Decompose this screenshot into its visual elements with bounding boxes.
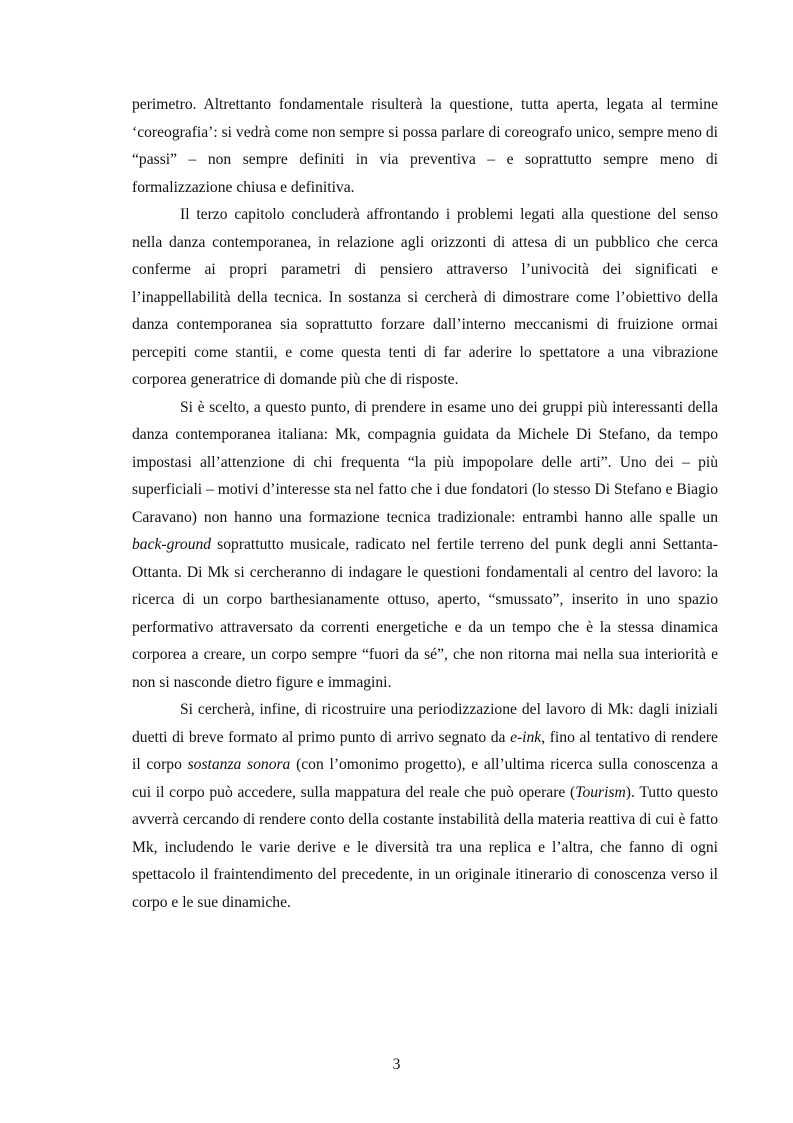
paragraph-text: Si è scelto, a questo punto, di prendere in esame uno dei gruppi più interessanti della danza contemporanea italiana: Mk, compagnia guidata da Michele Di Stefano, da tempo impostasi all’attenzione di chi frequenta “la più impopolare delle arti”. Uno dei – più superficiali – motivi d’interesse sta nel fatto che i due fondatori (lo stesso Di Stefano e Biagio Caravano) non hanno una formazione tecnica tradizionale: entrambi hanno alle spalle un xyxy=(132,398,718,526)
paragraph xyxy=(132,91,718,201)
paragraph-text: Il terzo capitolo concluderà affrontando i problemi legati alla questione del senso nella danza contemporanea, in relazione agli orizzonti di attesa di un pubblico che cerca conferme ai propri parametri di pensiero attraverso l’univocità dei significati e l’inappellabilità della tecnica. In sostanza si cercherà di dimostrare come l’obiettivo della danza contemporanea sia soprattutto forzare dall’interno meccanismi di fruizione ormai percepiti come stantii, e come questa tenti di far aderire lo spettatore a una vibrazione corporea generatrice di domande più che di risposte. xyxy=(132,206,718,388)
paragraph-text: ). Tutto questo avverrà cercando di rendere conto della costante instabilità della materia reattiva di cui è fatto Mk, includendo le varie derive e le diversità tra una replica e l’altra, che fanno di ogni spettacolo il fraintendimento del precedente, in un originale itinerario di conoscenza verso il corpo e le sue dinamiche. xyxy=(132,783,718,911)
italic-term: e-ink xyxy=(510,728,542,746)
paragraph xyxy=(132,696,718,916)
paragraph xyxy=(132,394,718,697)
paragraph-text: , fino al tentativo di rendere il corpo xyxy=(132,728,718,773)
document-body xyxy=(132,91,718,916)
italic-term: back-ground xyxy=(132,536,212,553)
paragraph-text: soprattutto musicale, radicato nel fertile terreno del punk degli anni Settanta-Ottanta. Di Mk si cercheranno di indagare le questioni fondamentali al centro del lavoro: la ricerca di un corpo barthesianamente ottuso, aperto, “smussato”, inserito in uno spazio performativo attraversato da correnti energetiche e da un tempo che è la stessa dinamica corporea a creare, un corpo sempre “fuori da sé”, che non ritorna mai nella sua interiorità e non si nasconde dietro figure e immagini. xyxy=(132,536,718,691)
paragraph-text: (con l’omonimo progetto), e all’ultima ricerca sulla conoscenza a cui il corpo può accedere, sulla mappatura del reale che può operare ( xyxy=(132,756,718,801)
italic-term: Tourism xyxy=(575,783,626,801)
paragraph xyxy=(132,201,718,394)
paragraph-text: perimetro. Altrettanto fondamentale risulterà la questione, tutta aperta, legata al termine ‘coreografia’: si vedrà come non sempre si possa parlare di coreografo unico, sempre meno di “passi” – non sempre definiti in via preventiva – e soprattutto sempre meno di formalizzazione chiusa e definitiva. xyxy=(132,96,718,196)
paragraph-text: Si cercherà, infine, di ricostruire una periodizzazione del lavoro di Mk: dagli iniziali duetti di breve formato al primo punto di arrivo segnato da xyxy=(132,701,718,746)
italic-term: sostanza sonora xyxy=(187,756,291,773)
page-number: 3 xyxy=(392,1056,401,1073)
